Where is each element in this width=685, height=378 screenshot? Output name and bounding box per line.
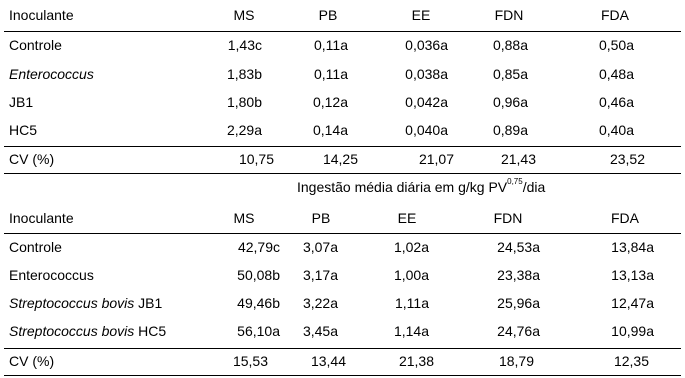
table1-cell: 1,43c	[227, 37, 262, 53]
table2-cv-rule	[4, 348, 681, 349]
table1-header-fda: FDA	[601, 7, 629, 23]
table2-header-rule	[4, 233, 681, 234]
table1-cell: 0,040a	[405, 122, 448, 138]
table2-row-label: Controle	[9, 239, 62, 255]
table2-cv-cell: 18,79	[498, 353, 534, 369]
table2-header-ee: EE	[397, 210, 417, 226]
table2-cell: 24,76a	[497, 323, 540, 339]
table1-cell: 0,11a	[314, 37, 348, 53]
table1-cell: 0,96a	[492, 94, 528, 110]
table1-cell: 0,48a	[598, 66, 634, 82]
table2-cv-cell: 21,38	[398, 353, 434, 369]
table2-cell: 13,84a	[611, 239, 654, 255]
table2-cv-cell: 13,44	[310, 353, 346, 369]
table2-cell: 24,53a	[497, 239, 540, 255]
table2-cell: 56,10a	[237, 323, 280, 339]
table1-cell: 0,88a	[492, 37, 528, 53]
table1-row-label: Controle	[9, 37, 62, 53]
table2-cell: 1,11a	[395, 295, 429, 311]
table1-header-pb: PB	[318, 7, 338, 23]
table1-cell: 1,80b	[226, 94, 262, 110]
table2-cell: 13,13a	[611, 267, 654, 283]
table2-cv-cell: 15,53	[232, 353, 268, 369]
table1-cell: 0,40a	[598, 122, 634, 138]
table1-bottom-rule	[4, 173, 681, 174]
table1-header-ms: MS	[233, 7, 255, 23]
table2-bottom-rule	[4, 375, 681, 376]
table2-cell: 3,17a	[302, 267, 338, 283]
table1-cv-label: CV (%)	[9, 151, 55, 167]
table2-cell: 1,14a	[393, 323, 429, 339]
table1-cell: 0,85a	[492, 66, 528, 82]
table1-cv-rule	[4, 146, 681, 147]
table2-cv-cell: 12,35	[613, 353, 649, 369]
table2-cell: 1,00a	[393, 267, 429, 283]
table2-cell: 23,38a	[497, 267, 540, 283]
table2-header-pb: PB	[311, 210, 331, 226]
table1-cv-cell: 21,07	[418, 151, 454, 167]
table2-cell: 25,96a	[497, 295, 540, 311]
table1-header-fdn: FDN	[494, 7, 524, 23]
table1-cell: 2,29a	[226, 122, 262, 138]
table1-cell: 0,50a	[598, 37, 634, 53]
table2-header-fdn: FDN	[493, 210, 523, 226]
table2-cell: 1,02a	[393, 239, 429, 255]
table1-cell: 0,038a	[405, 66, 448, 82]
table2-cell: 49,46b	[237, 295, 280, 311]
table1-header-rule	[4, 31, 681, 32]
table1-cell: 0,11a	[314, 66, 348, 82]
table1-row-label: HC5	[9, 122, 38, 138]
table2-cell: 42,79c	[237, 239, 280, 255]
table1-cell: 0,042a	[405, 94, 448, 110]
table1-cv-cell: 14,25	[322, 151, 358, 167]
table1-cell: 0,46a	[598, 94, 634, 110]
table1-cv-cell: 10,75	[238, 151, 274, 167]
table2-header-fda: FDA	[611, 210, 639, 226]
table2-cell: 10,99a	[611, 323, 654, 339]
table2-cell: 3,07a	[302, 239, 338, 255]
table2-cell: 3,45a	[302, 323, 338, 339]
table1-header-ee: EE	[411, 7, 431, 23]
table2-row-label: Enterococcus	[9, 267, 94, 283]
table1-cv-cell: 21,43	[500, 151, 536, 167]
table2-cv-label: CV (%)	[9, 353, 55, 369]
table1-header-inoculante: Inoculante	[9, 7, 74, 23]
table2-subtitle: Ingestão média diária em g/kg PV$^{0,75}$/dia	[297, 177, 546, 195]
table2-cell: 50,08b	[237, 267, 280, 283]
table2-cell: 3,22a	[302, 295, 338, 311]
table1-cell: 0,14a	[312, 122, 348, 138]
table1-cell: 1,83b	[226, 66, 262, 82]
table1-cell: 0,89a	[492, 122, 528, 138]
table1-row-label: JB1	[9, 94, 34, 110]
table2-header-ms: MS	[233, 210, 255, 226]
table1-cell: 0,036a	[405, 37, 448, 53]
table1-row-label: Enterococcus	[9, 66, 94, 82]
table2-header-inoculante: Inoculante	[9, 210, 74, 226]
table1-cv-cell: 23,52	[609, 151, 645, 167]
table2-cell: 12,47a	[611, 295, 654, 311]
table1-cell: 0,12a	[312, 94, 348, 110]
table2-row-label: Streptococcus bovis JB1	[9, 295, 163, 311]
table2-row-label: Streptococcus bovis HC5	[9, 323, 167, 339]
